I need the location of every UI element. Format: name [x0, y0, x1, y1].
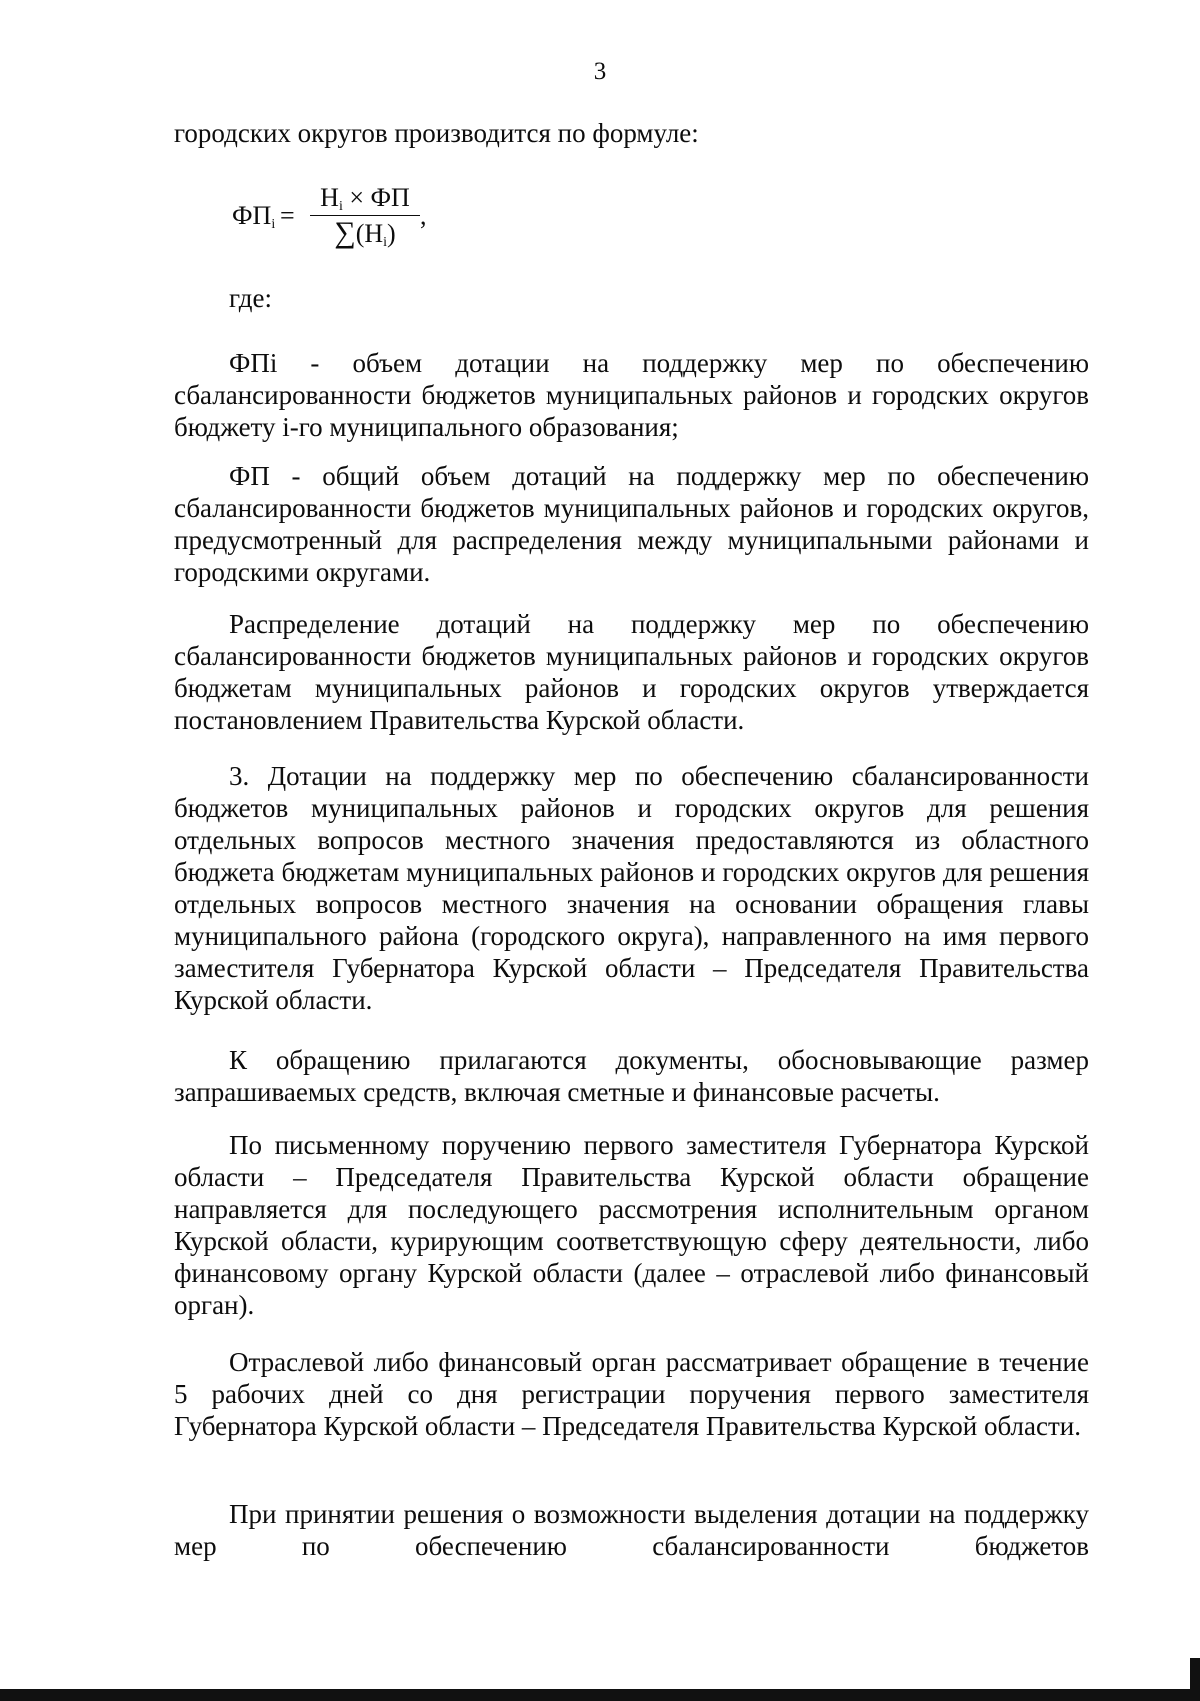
formula-lhs: $ФП_i$ — [232, 201, 276, 232]
where-label: где: — [229, 283, 272, 313]
formula — [232, 183, 462, 253]
paragraph-review: Отраслевой либо финансовый орган рассматривает обращение в течение 5 рабочих дней со дня регистрации поручения первого заместителя Губернатора Курской области – Председателя Правительства Курской области. — [174, 1347, 1089, 1441]
paragraph-distribution: Распределение дотаций на поддержку мер по обеспечению сбалансированности бюджетов муниципальных районов и городских округов бюджетам муниципальных районов и городских округов утверждается постановлением Правительства Курской области. — [174, 609, 1089, 735]
intro-line: городских округов производится по формуле: — [174, 118, 699, 148]
formula-comma: , — [420, 201, 427, 230]
formula-fraction — [310, 183, 420, 248]
paragraph-instruction: По письменному поручению первого заместителя Губернатора Курской области – Председателя Правительства Курской области обращение направляется для последующего рассмотрения исполнительным органом Курской области, курирующим соответствующую сферу деятельности, либо финансовому органу Курской области (далее – отраслевой либо финансовый орган). — [174, 1130, 1089, 1320]
paragraph-item-3: 3. Дотации на поддержку мер по обеспечению сбалансированности бюджетов муниципальных районов и городских округов для решения отдельных вопросов местного значения предоставляются из областного бюджета бюджетам муниципальных районов и городских округов для решения отдельных вопросов местного значения на основании обращения главы муниципального района (городского округа), направленного на имя первого заместителя Губернатора Курской области – Председателя Правительства Курской области. — [174, 761, 1089, 1015]
formula-equals: = — [280, 201, 295, 230]
page-number: 3 — [593, 58, 607, 85]
paragraph-documents: К обращению прилагаются документы, обосновывающие размер запрашиваемых средств, включая сметные и финансовые расчеты. — [174, 1045, 1089, 1107]
sigma-icon: ∑ — [334, 216, 356, 249]
scan-border-corner — [1190, 1658, 1200, 1701]
formula-denominator: $\sum(Н_i)$ — [334, 216, 396, 250]
paragraph-decision: При принятии решения о возможности выделения дотации на поддержку мер по обеспечению сбалансированности бюджетов — [174, 1499, 1089, 1561]
paragraph-fp-total: ФП - общий объем дотаций на поддержку мер по обеспечению сбалансированности бюджетов муниципальных районов и городских округов, предусмотренный для распределения между муниципальными районами и городскими округами. — [174, 461, 1089, 587]
formula-numerator: $Н_i$ × ФП — [320, 183, 410, 214]
scan-border-bottom — [0, 1689, 1200, 1701]
fraction-bar — [310, 215, 420, 216]
paragraph-fp-i: ФПi - объем дотации на поддержку мер по обеспечению сбалансированности бюджетов муниципальных районов и городских округов бюджету i-го муниципального образования; — [174, 348, 1089, 442]
